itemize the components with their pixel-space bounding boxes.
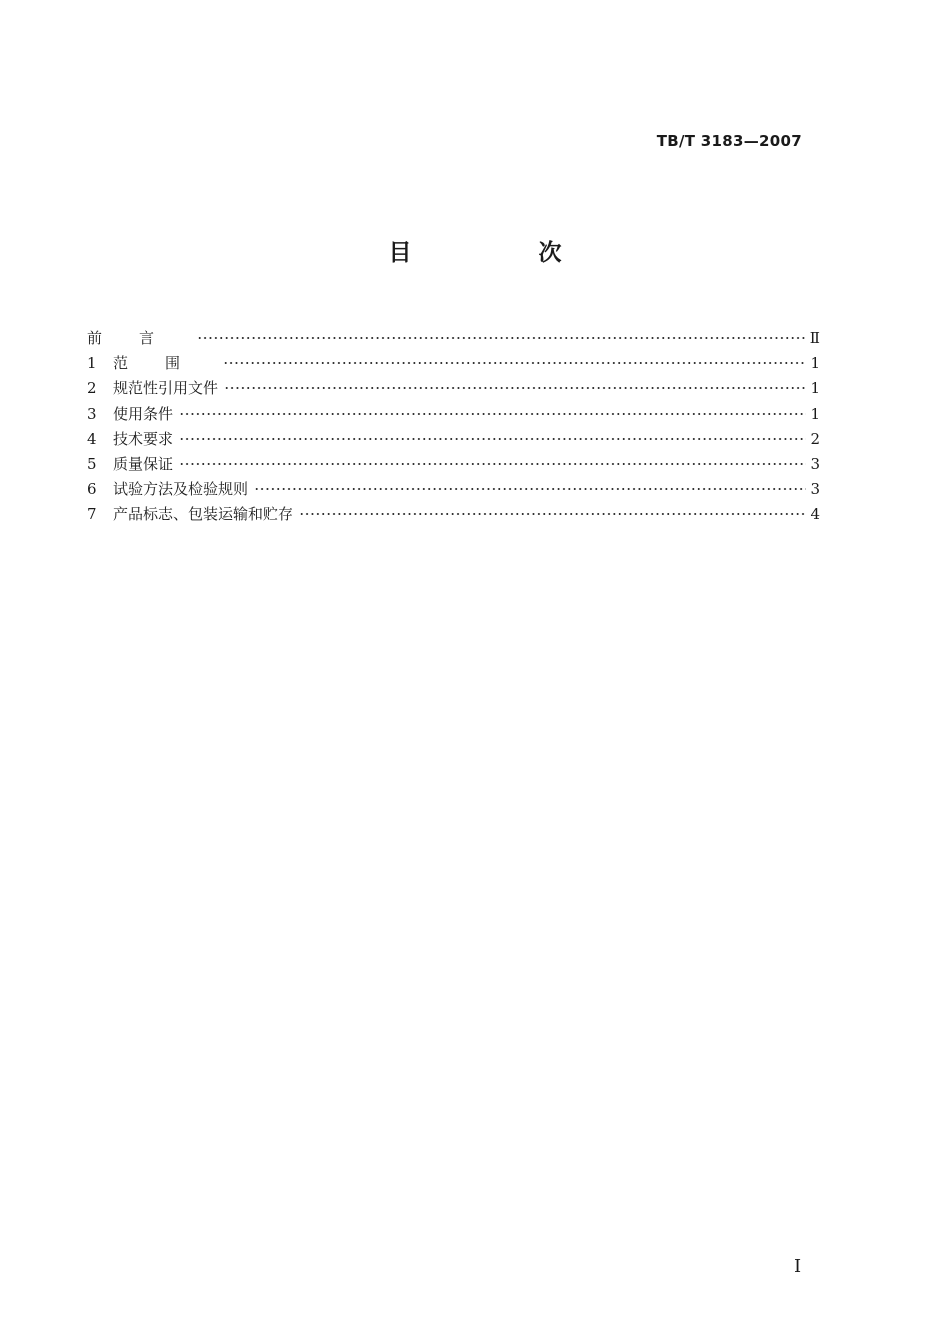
toc-entry-label: 试验方法及检验规则 <box>113 480 249 499</box>
toc-entry-label: 使用条件 <box>113 404 174 423</box>
toc-leader-dots <box>197 337 806 339</box>
toc-entry-page: 3 <box>810 480 820 499</box>
toc-entry-scope[interactable] <box>87 351 820 376</box>
toc-entry-label: 技术要求 <box>113 429 174 448</box>
toc-entry-page: 4 <box>810 505 820 524</box>
toc-entry-label: 质量保证 <box>113 454 174 473</box>
toc-entry-label: 前言 <box>87 329 192 347</box>
toc-entry-page: 3 <box>810 454 820 473</box>
toc-entry-number: 6 <box>87 480 97 499</box>
toc-entry-number: 1 <box>87 354 97 373</box>
toc-entry-label: 范围 <box>113 354 218 373</box>
toc-leader-dots <box>179 438 806 440</box>
toc-entry-number: 2 <box>87 379 97 398</box>
toc-entry-technical-requirements[interactable] <box>87 427 820 452</box>
toc-leader-dots <box>179 463 806 465</box>
toc-entry-page: 1 <box>810 404 820 423</box>
toc-entry-page: 2 <box>810 429 820 448</box>
toc-leader-dots <box>224 387 806 389</box>
toc-entry-test-methods[interactable] <box>87 477 820 502</box>
toc-entry-page: 1 <box>810 354 820 373</box>
toc-entry-page: Ⅱ <box>809 329 820 347</box>
page-number: I <box>794 1256 802 1277</box>
toc-entry-label: 产品标志、包装运输和贮存 <box>113 505 294 524</box>
toc-leader-dots <box>254 488 806 490</box>
toc-entry-number: 5 <box>87 454 97 473</box>
toc-entry-marking-packaging[interactable] <box>87 502 820 527</box>
toc-leader-dots <box>179 413 806 415</box>
standard-number: TB/T 3183—2007 <box>656 132 802 150</box>
table-of-contents <box>87 326 820 528</box>
toc-leader-dots <box>223 362 806 364</box>
toc-entry-foreword[interactable] <box>87 326 820 351</box>
toc-entry-normative-references[interactable] <box>87 376 820 401</box>
toc-entry-number: 4 <box>87 429 97 448</box>
toc-entry-conditions-of-use[interactable] <box>87 402 820 427</box>
toc-entry-page: 1 <box>810 379 820 398</box>
toc-entry-label: 规范性引用文件 <box>113 379 219 398</box>
toc-entry-quality-assurance[interactable] <box>87 452 820 477</box>
toc-entry-number: 7 <box>87 505 97 524</box>
page-title: 目 次 <box>388 240 614 266</box>
toc-leader-dots <box>299 513 806 515</box>
toc-entry-number: 3 <box>87 404 97 423</box>
